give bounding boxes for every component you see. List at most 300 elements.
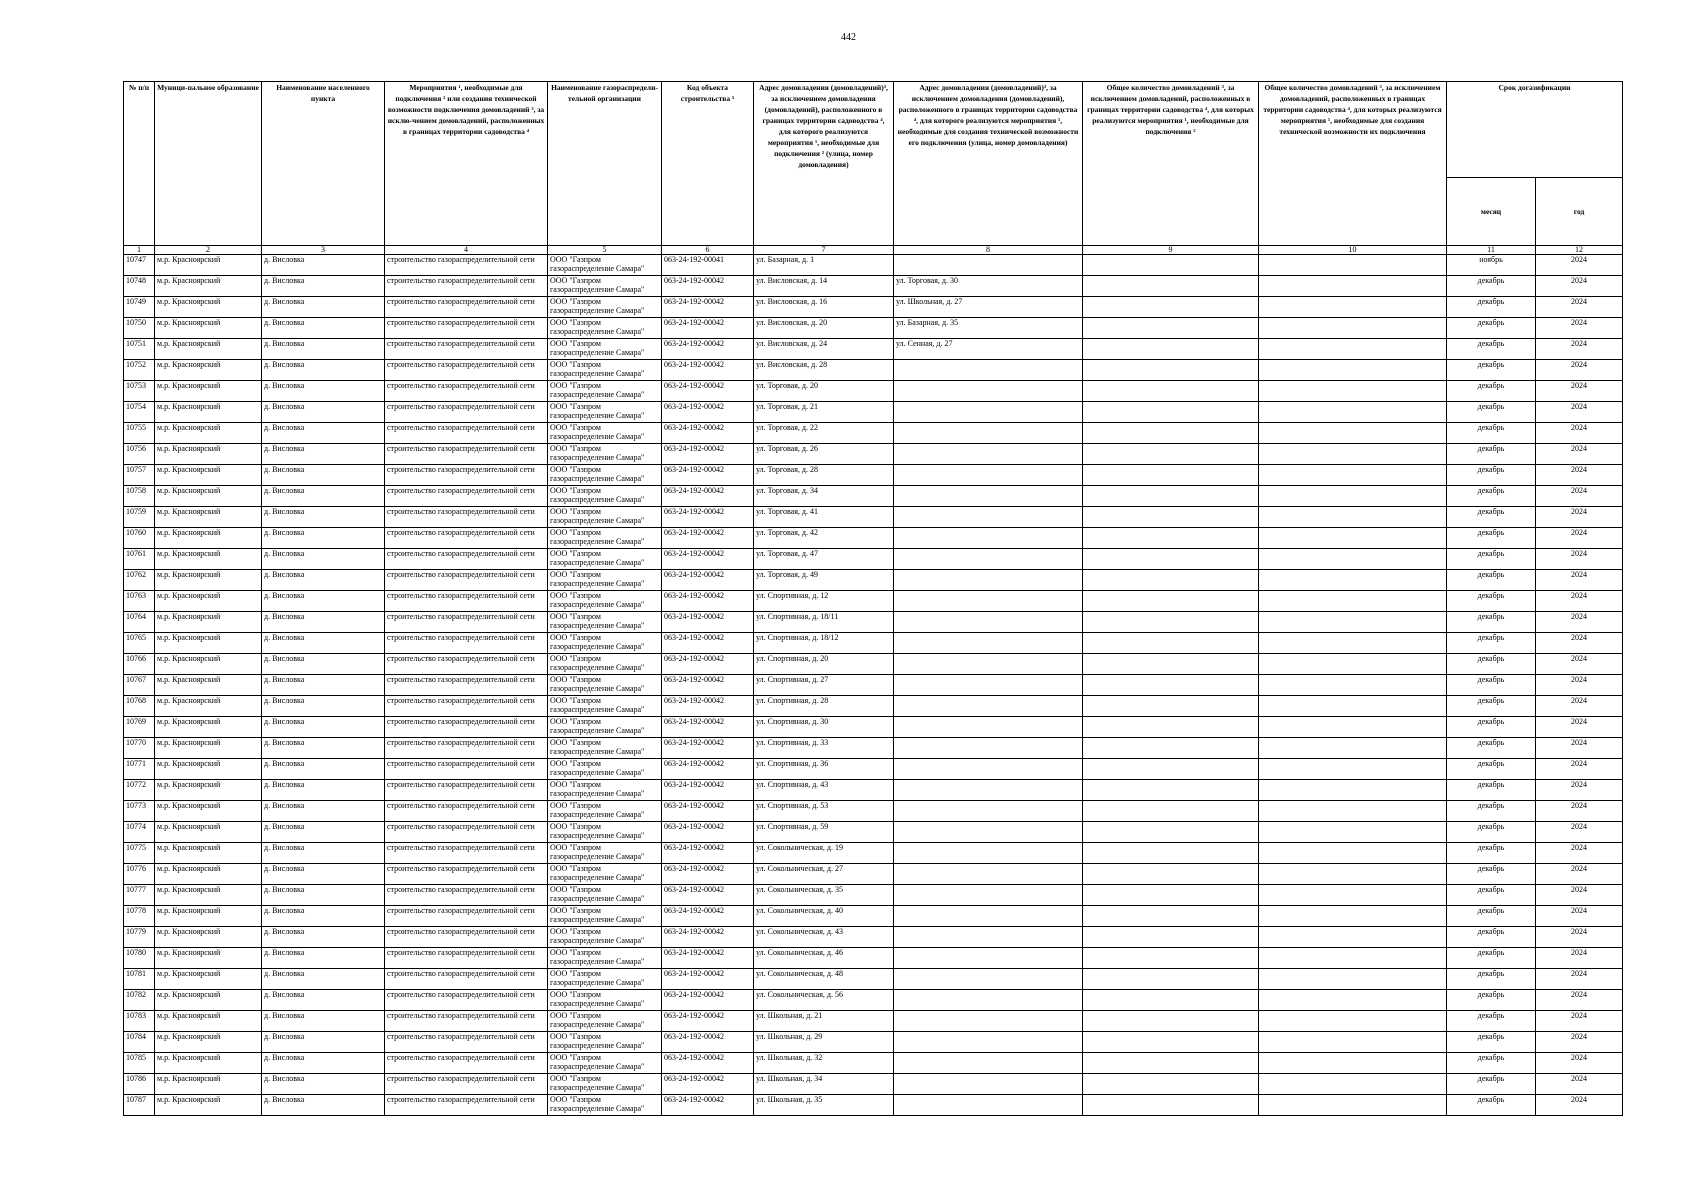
count-connection xyxy=(1083,738,1259,759)
gas-organization: ООО "Газпром газораспределение Самара" xyxy=(548,444,662,465)
measure: строительство газораспределительной сети xyxy=(385,990,548,1011)
address-technical xyxy=(894,486,1083,507)
count-technical xyxy=(1259,759,1447,780)
table-row xyxy=(124,948,1623,969)
gas-organization: ООО "Газпром газораспределение Самара" xyxy=(548,1074,662,1095)
measure: строительство газораспределительной сети xyxy=(385,1032,548,1053)
object-code: 063-24-192-00042 xyxy=(662,570,754,591)
deadline-month: декабрь xyxy=(1447,801,1536,822)
count-connection xyxy=(1083,990,1259,1011)
measure: строительство газораспределительной сети xyxy=(385,318,548,339)
table-row xyxy=(124,990,1623,1011)
address-technical: ул. Торговая, д. 30 xyxy=(894,276,1083,297)
object-code: 063-24-192-00042 xyxy=(662,864,754,885)
municipality: м.р. Красноярский xyxy=(155,759,262,780)
deadline-year: 2024 xyxy=(1536,717,1623,738)
address-technical: ул. Школьная, д. 27 xyxy=(894,297,1083,318)
object-code: 063-24-192-00042 xyxy=(662,1032,754,1053)
settlement: д. Висловка xyxy=(262,822,385,843)
table-row xyxy=(124,759,1623,780)
measure: строительство газораспределительной сети xyxy=(385,402,548,423)
count-technical xyxy=(1259,696,1447,717)
address-technical xyxy=(894,780,1083,801)
count-connection xyxy=(1083,276,1259,297)
object-code: 063-24-192-00042 xyxy=(662,276,754,297)
municipality: м.р. Красноярский xyxy=(155,822,262,843)
table-row xyxy=(124,465,1623,486)
count-connection xyxy=(1083,1074,1259,1095)
gas-organization: ООО "Газпром газораспределение Самара" xyxy=(548,864,662,885)
count-connection xyxy=(1083,717,1259,738)
gas-organization: ООО "Газпром газораспределение Самара" xyxy=(548,570,662,591)
deadline-year: 2024 xyxy=(1536,1032,1623,1053)
deadline-month: декабрь xyxy=(1447,507,1536,528)
address-technical xyxy=(894,255,1083,276)
deadline-year: 2024 xyxy=(1536,1095,1623,1116)
settlement: д. Висловка xyxy=(262,1032,385,1053)
table-row xyxy=(124,822,1623,843)
deadline-year: 2024 xyxy=(1536,675,1623,696)
address-technical xyxy=(894,822,1083,843)
count-connection xyxy=(1083,759,1259,780)
header-measures: Мероприятия ¹, необходимые для подключения ² или создания технической возможности подключения домовладений ³, за исклю-чением домовладений, расположенных в границах территории садоводства ⁴ xyxy=(385,82,548,246)
municipality: м.р. Красноярский xyxy=(155,885,262,906)
deadline-year: 2024 xyxy=(1536,843,1623,864)
row-number: 10785 xyxy=(124,1053,155,1074)
column-number: 9 xyxy=(1083,246,1259,255)
measure: строительство газораспределительной сети xyxy=(385,528,548,549)
row-number: 10748 xyxy=(124,276,155,297)
object-code: 063-24-192-00042 xyxy=(662,1053,754,1074)
row-number: 10766 xyxy=(124,654,155,675)
deadline-month: декабрь xyxy=(1447,1095,1536,1116)
header-number: № п/п xyxy=(124,82,155,246)
address-connection: ул. Сокольническая, д. 35 xyxy=(754,885,894,906)
deadline-year: 2024 xyxy=(1536,696,1623,717)
object-code: 063-24-192-00042 xyxy=(662,402,754,423)
settlement: д. Висловка xyxy=(262,738,385,759)
municipality: м.р. Красноярский xyxy=(155,423,262,444)
count-connection xyxy=(1083,1053,1259,1074)
count-technical xyxy=(1259,654,1447,675)
count-connection xyxy=(1083,318,1259,339)
address-connection: ул. Сокольническая, д. 19 xyxy=(754,843,894,864)
deadline-month: декабрь xyxy=(1447,1074,1536,1095)
address-connection: ул. Школьная, д. 32 xyxy=(754,1053,894,1074)
table-row xyxy=(124,885,1623,906)
settlement: д. Висловка xyxy=(262,906,385,927)
measure: строительство газораспределительной сети xyxy=(385,759,548,780)
deadline-year: 2024 xyxy=(1536,885,1623,906)
gasification-register-table xyxy=(123,81,1623,1116)
gas-organization: ООО "Газпром газораспределение Самара" xyxy=(548,654,662,675)
deadline-year: 2024 xyxy=(1536,759,1623,780)
municipality: м.р. Красноярский xyxy=(155,864,262,885)
deadline-month: декабрь xyxy=(1447,339,1536,360)
gas-organization: ООО "Газпром газораспределение Самара" xyxy=(548,612,662,633)
object-code: 063-24-192-00042 xyxy=(662,675,754,696)
gas-organization: ООО "Газпром газораспределение Самара" xyxy=(548,507,662,528)
deadline-month: декабрь xyxy=(1447,654,1536,675)
municipality: м.р. Красноярский xyxy=(155,444,262,465)
gas-organization: ООО "Газпром газораспределение Самара" xyxy=(548,255,662,276)
address-technical xyxy=(894,528,1083,549)
row-number: 10753 xyxy=(124,381,155,402)
address-technical xyxy=(894,885,1083,906)
deadline-year: 2024 xyxy=(1536,318,1623,339)
address-connection: ул. Спортивная, д. 20 xyxy=(754,654,894,675)
deadline-year: 2024 xyxy=(1536,612,1623,633)
deadline-month: декабрь xyxy=(1447,1053,1536,1074)
gas-organization: ООО "Газпром газораспределение Самара" xyxy=(548,381,662,402)
object-code: 063-24-192-00042 xyxy=(662,423,754,444)
municipality: м.р. Красноярский xyxy=(155,1053,262,1074)
settlement: д. Висловка xyxy=(262,381,385,402)
address-connection: ул. Висловская, д. 14 xyxy=(754,276,894,297)
table-row xyxy=(124,906,1623,927)
count-technical xyxy=(1259,339,1447,360)
municipality: м.р. Красноярский xyxy=(155,906,262,927)
address-connection: ул. Спортивная, д. 27 xyxy=(754,675,894,696)
object-code: 063-24-192-00042 xyxy=(662,906,754,927)
deadline-year: 2024 xyxy=(1536,633,1623,654)
row-number: 10750 xyxy=(124,318,155,339)
deadline-month: декабрь xyxy=(1447,612,1536,633)
measure: строительство газораспределительной сети xyxy=(385,276,548,297)
table-row xyxy=(124,276,1623,297)
table-row xyxy=(124,969,1623,990)
settlement: д. Висловка xyxy=(262,318,385,339)
row-number: 10778 xyxy=(124,906,155,927)
count-technical xyxy=(1259,360,1447,381)
gas-organization: ООО "Газпром газораспределение Самара" xyxy=(548,990,662,1011)
settlement: д. Висловка xyxy=(262,633,385,654)
count-connection xyxy=(1083,780,1259,801)
settlement: д. Висловка xyxy=(262,990,385,1011)
deadline-year: 2024 xyxy=(1536,927,1623,948)
deadline-month: декабрь xyxy=(1447,864,1536,885)
address-technical xyxy=(894,507,1083,528)
count-technical xyxy=(1259,717,1447,738)
object-code: 063-24-192-00042 xyxy=(662,528,754,549)
measure: строительство газораспределительной сети xyxy=(385,444,548,465)
deadline-month: декабрь xyxy=(1447,759,1536,780)
settlement: д. Висловка xyxy=(262,885,385,906)
count-technical xyxy=(1259,444,1447,465)
measure: строительство газораспределительной сети xyxy=(385,1053,548,1074)
table-row xyxy=(124,717,1623,738)
gas-organization: ООО "Газпром газораспределение Самара" xyxy=(548,1011,662,1032)
column-number: 2 xyxy=(155,246,262,255)
row-number: 10775 xyxy=(124,843,155,864)
gas-organization: ООО "Газпром газораспределение Самара" xyxy=(548,297,662,318)
settlement: д. Висловка xyxy=(262,570,385,591)
count-technical xyxy=(1259,1074,1447,1095)
settlement: д. Висловка xyxy=(262,801,385,822)
count-connection xyxy=(1083,549,1259,570)
count-connection xyxy=(1083,423,1259,444)
count-technical xyxy=(1259,549,1447,570)
count-technical xyxy=(1259,738,1447,759)
count-technical xyxy=(1259,423,1447,444)
object-code: 063-24-192-00042 xyxy=(662,1011,754,1032)
table-row xyxy=(124,381,1623,402)
count-technical xyxy=(1259,780,1447,801)
address-connection: ул. Школьная, д. 29 xyxy=(754,1032,894,1053)
measure: строительство газораспределительной сети xyxy=(385,738,548,759)
object-code: 063-24-192-00042 xyxy=(662,801,754,822)
row-number: 10754 xyxy=(124,402,155,423)
gas-organization: ООО "Газпром газораспределение Самара" xyxy=(548,717,662,738)
table-row xyxy=(124,801,1623,822)
count-connection xyxy=(1083,822,1259,843)
address-technical xyxy=(894,738,1083,759)
address-technical xyxy=(894,591,1083,612)
deadline-month: декабрь xyxy=(1447,822,1536,843)
address-connection: ул. Сокольническая, д. 43 xyxy=(754,927,894,948)
settlement: д. Висловка xyxy=(262,549,385,570)
municipality: м.р. Красноярский xyxy=(155,654,262,675)
table-row xyxy=(124,423,1623,444)
measure: строительство газораспределительной сети xyxy=(385,843,548,864)
column-number: 8 xyxy=(894,246,1083,255)
table-row xyxy=(124,843,1623,864)
count-connection xyxy=(1083,255,1259,276)
table-row xyxy=(124,360,1623,381)
deadline-year: 2024 xyxy=(1536,297,1623,318)
address-connection: ул. Спортивная, д. 33 xyxy=(754,738,894,759)
object-code: 063-24-192-00042 xyxy=(662,654,754,675)
deadline-year: 2024 xyxy=(1536,1074,1623,1095)
count-technical xyxy=(1259,297,1447,318)
measure: строительство газораспределительной сети xyxy=(385,864,548,885)
gas-organization: ООО "Газпром газораспределение Самара" xyxy=(548,801,662,822)
measure: строительство газораспределительной сети xyxy=(385,822,548,843)
municipality: м.р. Красноярский xyxy=(155,780,262,801)
deadline-month: декабрь xyxy=(1447,675,1536,696)
deadline-year: 2024 xyxy=(1536,486,1623,507)
deadline-year: 2024 xyxy=(1536,528,1623,549)
address-technical: ул. Сенная, д. 27 xyxy=(894,339,1083,360)
municipality: м.р. Красноярский xyxy=(155,969,262,990)
row-number: 10755 xyxy=(124,423,155,444)
address-connection: ул. Висловская, д. 28 xyxy=(754,360,894,381)
count-technical xyxy=(1259,801,1447,822)
count-technical xyxy=(1259,276,1447,297)
count-technical xyxy=(1259,969,1447,990)
address-technical xyxy=(894,843,1083,864)
table-row xyxy=(124,1011,1623,1032)
gas-organization: ООО "Газпром газораспределение Самара" xyxy=(548,528,662,549)
address-connection: ул. Спортивная, д. 28 xyxy=(754,696,894,717)
address-connection: ул. Висловская, д. 20 xyxy=(754,318,894,339)
deadline-month: декабрь xyxy=(1447,948,1536,969)
deadline-year: 2024 xyxy=(1536,948,1623,969)
row-number: 10787 xyxy=(124,1095,155,1116)
count-technical xyxy=(1259,843,1447,864)
address-technical xyxy=(894,948,1083,969)
header-deadline: Срок догазификации xyxy=(1447,82,1623,178)
gas-organization: ООО "Газпром газораспределение Самара" xyxy=(548,402,662,423)
table-row xyxy=(124,780,1623,801)
count-connection xyxy=(1083,801,1259,822)
gas-organization: ООО "Газпром газораспределение Самара" xyxy=(548,591,662,612)
deadline-month: декабрь xyxy=(1447,465,1536,486)
municipality: м.р. Красноярский xyxy=(155,360,262,381)
deadline-month: декабрь xyxy=(1447,444,1536,465)
count-technical xyxy=(1259,906,1447,927)
table-row xyxy=(124,738,1623,759)
address-connection: ул. Спортивная, д. 53 xyxy=(754,801,894,822)
row-number: 10749 xyxy=(124,297,155,318)
object-code: 063-24-192-00042 xyxy=(662,759,754,780)
measure: строительство газораспределительной сети xyxy=(385,549,548,570)
row-number: 10757 xyxy=(124,465,155,486)
measure: строительство газораспределительной сети xyxy=(385,675,548,696)
measure: строительство газораспределительной сети xyxy=(385,507,548,528)
deadline-month: декабрь xyxy=(1447,843,1536,864)
address-connection: ул. Спортивная, д. 36 xyxy=(754,759,894,780)
municipality: м.р. Красноярский xyxy=(155,297,262,318)
object-code: 063-24-192-00042 xyxy=(662,633,754,654)
row-number: 10769 xyxy=(124,717,155,738)
measure: строительство газораспределительной сети xyxy=(385,297,548,318)
measure: строительство газораспределительной сети xyxy=(385,1011,548,1032)
address-connection: ул. Торговая, д. 26 xyxy=(754,444,894,465)
row-number: 10781 xyxy=(124,969,155,990)
measure: строительство газораспределительной сети xyxy=(385,612,548,633)
count-connection xyxy=(1083,507,1259,528)
row-number: 10776 xyxy=(124,864,155,885)
address-technical xyxy=(894,990,1083,1011)
municipality: м.р. Красноярский xyxy=(155,612,262,633)
header-settlement: Наименование населенного пункта xyxy=(262,82,385,246)
address-technical xyxy=(894,801,1083,822)
deadline-month: декабрь xyxy=(1447,570,1536,591)
address-technical xyxy=(894,906,1083,927)
gas-organization: ООО "Газпром газораспределение Самара" xyxy=(548,969,662,990)
deadline-month: декабрь xyxy=(1447,549,1536,570)
column-number: 4 xyxy=(385,246,548,255)
deadline-year: 2024 xyxy=(1536,780,1623,801)
header-gas-organization: Наименование газораспредели-тельной организации xyxy=(548,82,662,246)
deadline-month: декабрь xyxy=(1447,276,1536,297)
column-number: 6 xyxy=(662,246,754,255)
count-connection xyxy=(1083,948,1259,969)
count-technical xyxy=(1259,1011,1447,1032)
measure: строительство газораспределительной сети xyxy=(385,969,548,990)
address-connection: ул. Сокольническая, д. 56 xyxy=(754,990,894,1011)
address-technical xyxy=(894,1053,1083,1074)
deadline-year: 2024 xyxy=(1536,444,1623,465)
gas-organization: ООО "Газпром газораспределение Самара" xyxy=(548,318,662,339)
row-number: 10777 xyxy=(124,885,155,906)
table-row xyxy=(124,927,1623,948)
table-row xyxy=(124,1095,1623,1116)
municipality: м.р. Красноярский xyxy=(155,318,262,339)
count-connection xyxy=(1083,864,1259,885)
table-row xyxy=(124,612,1623,633)
column-number: 7 xyxy=(754,246,894,255)
municipality: м.р. Красноярский xyxy=(155,465,262,486)
address-connection: ул. Торговая, д. 49 xyxy=(754,570,894,591)
deadline-month: декабрь xyxy=(1447,381,1536,402)
deadline-month: декабрь xyxy=(1447,591,1536,612)
row-number: 10779 xyxy=(124,927,155,948)
municipality: м.р. Красноярский xyxy=(155,990,262,1011)
count-technical xyxy=(1259,990,1447,1011)
header-address-connection: Адрес домовладения (домовладений)³, за исключением домовладения (домовладений), расположенного в границах территории садоводства ⁴, для которого реализуются мероприятия ¹, необходимые для подключения ² (улица, номер домовладения) xyxy=(754,82,894,246)
object-code: 063-24-192-00042 xyxy=(662,549,754,570)
object-code: 063-24-192-00042 xyxy=(662,297,754,318)
table-row xyxy=(124,675,1623,696)
row-number: 10782 xyxy=(124,990,155,1011)
deadline-year: 2024 xyxy=(1536,423,1623,444)
settlement: д. Висловка xyxy=(262,612,385,633)
table-row xyxy=(124,1074,1623,1095)
row-number: 10768 xyxy=(124,696,155,717)
settlement: д. Висловка xyxy=(262,423,385,444)
measure: строительство газораспределительной сети xyxy=(385,906,548,927)
address-connection: ул. Торговая, д. 41 xyxy=(754,507,894,528)
settlement: д. Висловка xyxy=(262,1053,385,1074)
deadline-year: 2024 xyxy=(1536,465,1623,486)
deadline-month: декабрь xyxy=(1447,633,1536,654)
count-connection xyxy=(1083,465,1259,486)
deadline-month: декабрь xyxy=(1447,528,1536,549)
measure: строительство газораспределительной сети xyxy=(385,465,548,486)
count-technical xyxy=(1259,318,1447,339)
measure: строительство газораспределительной сети xyxy=(385,1074,548,1095)
deadline-year: 2024 xyxy=(1536,906,1623,927)
count-connection xyxy=(1083,969,1259,990)
deadline-year: 2024 xyxy=(1536,360,1623,381)
deadline-year: 2024 xyxy=(1536,507,1623,528)
gas-organization: ООО "Газпром газораспределение Самара" xyxy=(548,759,662,780)
deadline-month: декабрь xyxy=(1447,402,1536,423)
gas-organization: ООО "Газпром газораспределение Самара" xyxy=(548,549,662,570)
address-connection: ул. Сокольническая, д. 40 xyxy=(754,906,894,927)
municipality: м.р. Красноярский xyxy=(155,696,262,717)
deadline-month: декабрь xyxy=(1447,738,1536,759)
deadline-year: 2024 xyxy=(1536,1053,1623,1074)
count-connection xyxy=(1083,381,1259,402)
row-number: 10771 xyxy=(124,759,155,780)
deadline-year: 2024 xyxy=(1536,654,1623,675)
count-technical xyxy=(1259,885,1447,906)
row-number: 10770 xyxy=(124,738,155,759)
settlement: д. Висловка xyxy=(262,1011,385,1032)
deadline-year: 2024 xyxy=(1536,339,1623,360)
deadline-month: декабрь xyxy=(1447,696,1536,717)
column-number: 3 xyxy=(262,246,385,255)
object-code: 063-24-192-00042 xyxy=(662,1095,754,1116)
municipality: м.р. Красноярский xyxy=(155,1074,262,1095)
settlement: д. Висловка xyxy=(262,675,385,696)
header-address-technical: Адрес домовладения (домовладений)³, за исключением домовладения (домовладений), расположенного в границах территории садоводства ⁴, для которого реализуются мероприятия ¹, необходимые для создания технической возможности его подключения (улица, номер домовладения) xyxy=(894,82,1083,246)
row-number: 10765 xyxy=(124,633,155,654)
measure: строительство газораспределительной сети xyxy=(385,633,548,654)
header-count-technical: Общее количество домовладений ³, за исключением домовладений, расположенных в границах территории садоводства ⁴, для которых реализуются мероприятия ¹, необходимые для создания технической возможности их подключения xyxy=(1259,82,1447,246)
municipality: м.р. Красноярский xyxy=(155,276,262,297)
count-technical xyxy=(1259,507,1447,528)
settlement: д. Висловка xyxy=(262,444,385,465)
count-technical xyxy=(1259,675,1447,696)
deadline-month: декабрь xyxy=(1447,360,1536,381)
address-connection: ул. Сокольническая, д. 48 xyxy=(754,969,894,990)
deadline-month: декабрь xyxy=(1447,318,1536,339)
address-technical xyxy=(894,549,1083,570)
